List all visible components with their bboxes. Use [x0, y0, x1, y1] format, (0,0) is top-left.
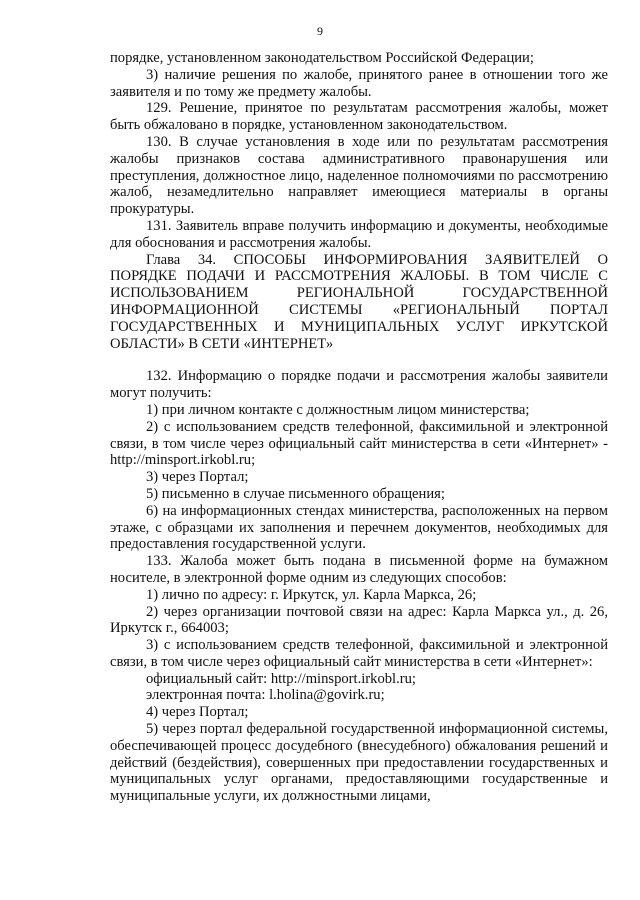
- paragraph-133-intro: 133. Жалоба может быть подана в письменной форме на бумажном носителе, в электронной форме одним из следующих способов:: [110, 553, 608, 586]
- paragraph-133-item-2: 2) через организации почтовой связи на адрес: Карла Маркса ул., д. 26, Иркутск г., 664003;: [110, 603, 608, 637]
- email-line: электронная почта: l.holina@govirk.ru;: [146, 687, 385, 704]
- page-number: 9: [317, 24, 323, 38]
- paragraph-continuation: порядке, установленном законодательством Российской Федерации;: [110, 50, 534, 66]
- paragraph-132-item-1: 1) при личном контакте с должностным лицом министерства;: [146, 401, 530, 418]
- official-site-line: официальный сайт: http://minsport.irkobl.ru;: [146, 670, 416, 687]
- paragraph-132-item-3: 3) через Портал;: [146, 469, 249, 486]
- paragraph-132-item-2: 2) с использованием средств телефонной, факсимильной и электронной связи, в том числе через официальный сайт министерства в сети «Интернет» - http://minsport.irkobl.ru;: [110, 418, 608, 469]
- paragraph-132-intro: 132. Информацию о порядке подачи и рассмотрения жалобы заявители могут получить:: [110, 368, 608, 402]
- document-body: [110, 50, 608, 805]
- paragraph-131: 131. Заявитель вправе получить информацию и документы, необходимые для обоснования и рассмотрения жалобы.: [110, 217, 608, 251]
- paragraph-132-item-5: 5) письменно в случае письменного обращения;: [146, 485, 445, 502]
- paragraph-129: 129. Решение, принятое по результатам рассмотрения жалобы, может быть обжаловано в порядке, установленном законодательством.: [110, 100, 608, 134]
- paragraph-133-item-3: 3) с использованием средств телефонной, факсимильной и электронной связи, в том числе через официальный сайт министерства в сети «Интернет»:: [110, 637, 608, 670]
- paragraph-133-item-4: 4) через Портал;: [146, 704, 249, 721]
- paragraph-133-item-5: 5) через портал федеральной государственной информационной системы, обеспечивающей процесс досудебного (внесудебного) обжалования решений и действий (бездействия), совершенных при предоставлении государственных и муниципальных услуг органами, предоставляющими государственные и муниципальные услуги, их должностными лицами,: [110, 721, 608, 805]
- paragraph-133-item-1: 1) лично по адресу: г. Иркутск, ул. Карла Маркса, 26;: [146, 586, 477, 603]
- heading-spacer: [110, 352, 608, 368]
- paragraph-132-item-6: 6) на информационных стендах министерства, расположенных на первом этаже, с образцами их заполнения и перечнем документов, необходимых для предоставления государственной услуги.: [110, 502, 608, 553]
- paragraph-item-3: 3) наличие решения по жалобе, принятого ранее в отношении того же заявителя и по тому же предмету жалобы.: [110, 66, 608, 100]
- paragraph-130: 130. В случае установления в ходе или по результатам рассмотрения жалобы признаков состава административного правонарушения или преступления, должностное лицо, наделенное полномочиями по рассмотрению жалоб, незамедлительно направляет имеющиеся материалы в органы прокуратуры.: [110, 133, 608, 218]
- chapter-heading: Глава 34. СПОСОБЫ ИНФОРМИРОВАНИЯ ЗАЯВИТЕЛЕЙ О ПОРЯДКЕ ПОДАЧИ И РАССМОТРЕНИЯ ЖАЛОБЫ. В ТОМ ЧИСЛЕ С ИСПОЛЬЗОВАНИЕМ РЕГИОНАЛЬНОЙ ГОСУДАРСТВЕННОЙ ИНФОРМАЦИОННОЙ СИСТЕМЫ «РЕГИОНАЛЬНЫЙ ПОРТАЛ ГОСУДАРСТВЕННЫХ И МУНИЦИПАЛЬНЫХ УСЛУГ ИРКУТСКОЙ ОБЛАСТИ» В СЕТИ «ИНТЕРНЕТ»: [110, 251, 608, 352]
